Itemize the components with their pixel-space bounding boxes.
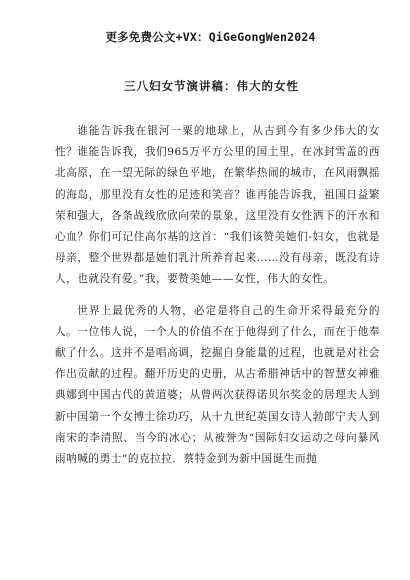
page-title: 三八妇女节演讲稿：伟大的女性: [124, 79, 299, 93]
document-body: [55, 121, 380, 470]
body-paragraph-1: 谁能告诉我在银河一粟的地球上，从古到今有多少伟大的女性？谁能告诉我，我们965万平方公里的国土里，在冰封雪盖的西北高原，在一望无际的绿色平地，在繁华热闹的城市，在风雨飘摇的海岛，那里没有女性的足迹和笑音？谁再能告诉我，祖国日益繁荣和强大，各条战线欣欣向荣的景象，这里没有女性洒下的汗水和心血？你们可记住高尔基的这首：“我们该赞美她们-妇女，也就是母亲，整个世界都是她们乳汁所养育起来……没有母亲，既没有诗人，也就没有爱。”我，要赞美她——女性，伟大的女性。: [55, 125, 380, 286]
promo-header: 更多免费公文+VX：QiGeGongWen2024: [105, 30, 316, 44]
body-paragraph-2: 世界上最优秀的人物，必定是将自己的生命开采得最充分的人。一位伟人说，一个人的价值不在于他得到了什么，而在于他奉献了什么。这并不是唱高调，挖掘自身能量的过程，也就是对社会作出贡献的过程。翻开历史的史册，从古希腊神话中的智慧女神雅典娜到中国古代的黄道婆；从曾两次获得诺贝尔奖金的居理夫人到新中国第一个女博士徐功巧，从十九世纪英国女诗人勃郎宁夫人到南宋的李清照、当今的冰心；从被誉为“国际妇女运动之母向暴风雨呐喊的勇士”的克拉拉．蔡特金到为新中国诞生而抛: [55, 304, 380, 466]
